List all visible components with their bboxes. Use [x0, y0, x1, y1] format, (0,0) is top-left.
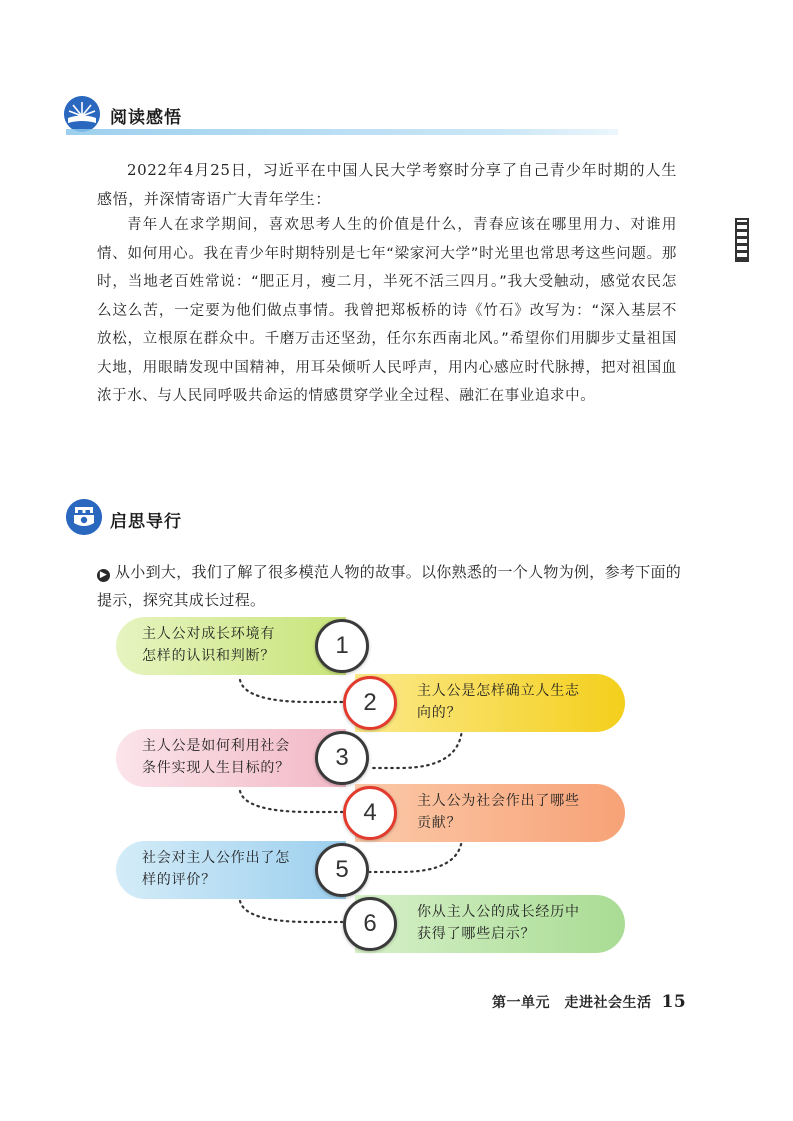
flow-step-1-line2: 怎样的认识和判断？	[142, 648, 276, 664]
flow-step-6-line2: 获得了哪些启示？	[417, 926, 536, 942]
flow-step-2-line2: 向的？	[417, 705, 462, 721]
flow-step-1-bubble	[116, 617, 346, 675]
reading-section-title: 阅读感悟	[110, 108, 182, 128]
flow-step-5-line2: 样的评价？	[142, 872, 216, 888]
reading-intro-paragraph: 2022年4月25日，习近平在中国人民大学考察时分享了自己青少年时期的人生感悟，并深情寄语广大青年学生：	[97, 161, 677, 208]
footer-unit-label: 第一单元 走进社会生活	[492, 995, 652, 1011]
guide-section-title: 启思导行	[110, 512, 182, 532]
flow-step-3-bubble	[116, 729, 346, 787]
flow-step-5-bubble	[116, 841, 346, 899]
flow-step-6-number: 6	[343, 897, 397, 951]
flow-step-5-line1: 社会对主人公作出了怎	[142, 850, 290, 866]
flow-step-1-number: 1	[315, 619, 369, 673]
flow-step-4-line2: 贡献？	[417, 815, 462, 831]
flow-step-3-line2: 条件实现人生目标的？	[142, 760, 290, 776]
flow-step-5-number: 5	[315, 843, 369, 897]
page-footer	[492, 992, 686, 1012]
flow-step-4-line1: 主人公为社会作出了哪些	[417, 793, 580, 809]
flow-step-6-line1: 你从主人公的成长经历中	[417, 904, 580, 920]
flow-step-4-number: 4	[343, 786, 397, 840]
reading-quote-paragraph: 青年人在求学期间，喜欢思考人生的价值是什么，青春应该在哪里用力、对谁用情、如何用心。我在青少年时期特别是七年“梁家河大学”时光里也常思考这些问题。那时，当地老百姓常说：“肥正月，瘦二月，半死不活三四月。”我大受触动，感觉农民怎么这么苦，一定要为他们做点事情。我曾把郑板桥的诗《竹石》改写为：“深入基层不放松，立根原在群众中。千磨万击还坚劲，任尔东西南北风。”希望你们用脚步丈量祖国大地，用眼睛发现中国精神，用耳朵倾听人民呼声，用内心感应时代脉搏，把对祖国血浓于水、与人民同呼吸共命运的情感贯穿学业全过程、融汇在事业追求中。	[97, 217, 677, 404]
page-number: 15	[661, 992, 687, 1012]
guide-prompt-text: 从小到大，我们了解了很多模范人物的故事。以你熟悉的一个人物为例，参考下面的提示，探究其成长过程。	[97, 563, 682, 609]
flow-step-3-line1: 主人公是如何利用社会	[142, 738, 290, 754]
flow-step-1-line1: 主人公对成长环境有	[142, 626, 276, 642]
flow-step-2-number: 2	[343, 676, 397, 730]
play-bullet-icon: ▶	[97, 569, 110, 582]
flow-step-2-line1: 主人公是怎样确立人生志	[417, 683, 580, 699]
flow-step-3-number: 3	[315, 731, 369, 785]
